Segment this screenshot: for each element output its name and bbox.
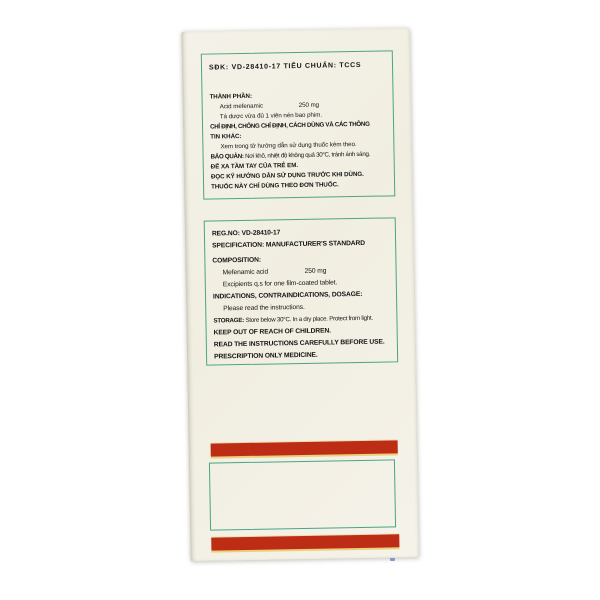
composition-heading-vi: THÀNH PHẦN: (209, 92, 253, 101)
label-panel-english-content (205, 218, 397, 363)
ingredient-amount-vi: 250 mg (298, 101, 320, 109)
read-carefully-line-vi: ĐỌC KỸ HƯỚNG DẪN SỬ DỤNG TRƯỚC KHI DÙNG. (210, 170, 364, 181)
indications-heading-en: INDICATIONS, CONTRAINDICATIONS, DOSAGE: (212, 290, 363, 301)
storage-label-en: STORAGE: (213, 316, 245, 325)
empty-green-frame (209, 459, 396, 530)
prescription-line-vi: THUỐC NÀY CHỈ DÙNG THEO ĐƠN THUỐC. (211, 181, 339, 191)
red-band-top (211, 440, 398, 456)
ink-speck (390, 558, 395, 561)
label-panel-vietnamese (201, 50, 396, 199)
prescription-line-en: PRESCRIPTION ONLY MEDICINE. (214, 351, 318, 361)
registration-line-vi: SĐK: VD-28410-17 TIÊU CHUẨN: TCCS (208, 61, 362, 72)
excipient-line-en: Excipients q.s for one film-coated tablet. (222, 279, 338, 289)
indications-heading-vi-line2: TIN KHÁC: (210, 132, 242, 141)
ingredient-amount-en: 250 mg (304, 267, 327, 275)
storage-text-vi: Nơi khô, nhiệt độ không quá 30°C, tránh ánh sáng. (243, 150, 371, 160)
reg-no-line-en: REG.NO: VD-28410-17 (211, 229, 281, 238)
storage-label-vi: BẢO QUẢN: (210, 152, 244, 161)
specification-line-en: SPECIFICATION: MANUFACTURER'S STANDARD (212, 239, 366, 250)
composition-heading-en: COMPOSITION: (212, 256, 262, 265)
red-band-bottom (211, 534, 399, 550)
read-instructions-line-en: Please read the instructions. (223, 303, 305, 313)
storage-text-en: Store below 30°C. In a dry place. Protect from light. (243, 314, 373, 324)
medicine-box (181, 28, 418, 561)
label-panel-vietnamese-content (202, 51, 394, 192)
label-panel-english (204, 217, 399, 365)
keep-out-line-en: KEEP OUT OF REACH OF CHILDREN. (213, 327, 331, 337)
ingredient-name-vi: Acid mefenamic (219, 102, 264, 111)
excipient-line-vi: Tá dược vừa đủ 1 viên nén bao phim. (219, 111, 323, 121)
indications-heading-vi-line1: CHỈ ĐỊNH, CHỐNG CHỈ ĐỊNH, CÁCH DÙNG VÀ CÁC THÔNG (210, 120, 370, 131)
ingredient-name-en: Mefenamic acid (222, 268, 269, 277)
see-leaflet-line-vi: Xem trong tờ hướng dẫn sử dụng thuốc kèm theo. (220, 140, 357, 151)
keep-away-line-vi: ĐỂ XA TẦM TAY CỦA TRẺ EM. (210, 162, 299, 171)
read-carefully-line-en: READ THE INSTRUCTIONS CAREFULLY BEFORE USE. (213, 338, 385, 349)
